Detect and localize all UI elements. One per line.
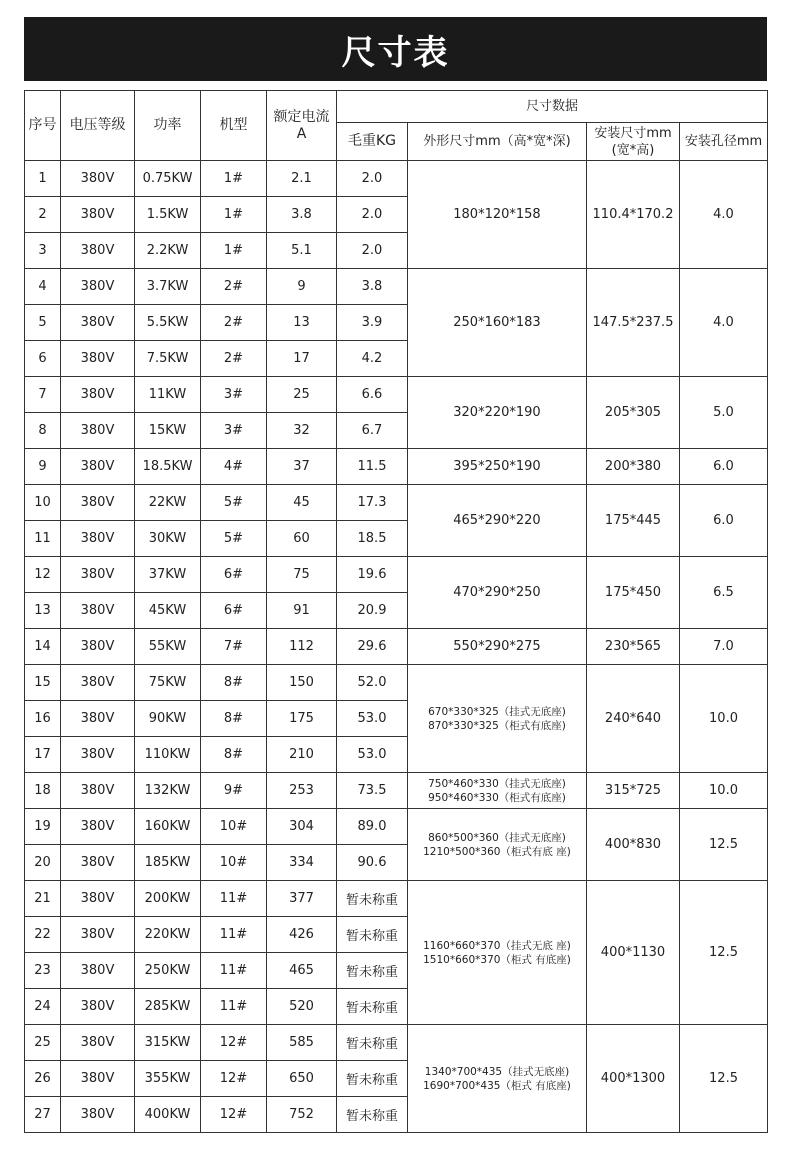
header-mount-unit: (宽*高) <box>611 142 655 158</box>
row-voltage: 380V <box>61 1097 135 1133</box>
row-model: 12# <box>201 1025 267 1061</box>
row-model: 5# <box>201 485 267 521</box>
outer-size-line: 670*330*325（挂式无底座) <box>428 705 566 718</box>
row-index: 8 <box>25 413 61 449</box>
row-power: 132KW <box>135 773 201 809</box>
row-index: 4 <box>25 269 61 305</box>
row-voltage: 380V <box>61 449 135 485</box>
row-voltage: 380V <box>61 557 135 593</box>
row-model: 10# <box>201 809 267 845</box>
row-model: 6# <box>201 593 267 629</box>
row-weight: 29.6 <box>337 629 408 665</box>
mount-hole: 4.0 <box>680 161 768 269</box>
row-weight: 暂未称重 <box>337 1097 408 1133</box>
row-current: 60 <box>267 521 337 557</box>
row-index: 9 <box>25 449 61 485</box>
row-model: 1# <box>201 161 267 197</box>
row-power: 15KW <box>135 413 201 449</box>
row-model: 11# <box>201 953 267 989</box>
row-model: 2# <box>201 305 267 341</box>
mount-size: 147.5*237.5 <box>587 269 680 377</box>
mount-size: 200*380 <box>587 449 680 485</box>
row-index: 14 <box>25 629 61 665</box>
row-index: 16 <box>25 701 61 737</box>
row-model: 4# <box>201 449 267 485</box>
table-row <box>25 161 768 197</box>
row-index: 2 <box>25 197 61 233</box>
row-current: 752 <box>267 1097 337 1133</box>
row-voltage: 380V <box>61 701 135 737</box>
header-model: 机型 <box>201 91 267 161</box>
row-model: 1# <box>201 233 267 269</box>
row-power: 110KW <box>135 737 201 773</box>
mount-hole: 6.5 <box>680 557 768 629</box>
row-voltage: 380V <box>61 413 135 449</box>
row-model: 8# <box>201 737 267 773</box>
header-outer-size: 外形尺寸mm（高*宽*深) <box>408 123 587 161</box>
row-index: 5 <box>25 305 61 341</box>
row-voltage: 380V <box>61 341 135 377</box>
outer-size-line: 950*460*330（柜式有底座) <box>428 791 566 804</box>
outer-size <box>408 485 587 557</box>
row-index: 1 <box>25 161 61 197</box>
outer-size-line: 750*460*330（挂式无底座) <box>428 777 566 790</box>
row-voltage: 380V <box>61 845 135 881</box>
row-index: 27 <box>25 1097 61 1133</box>
mount-size: 175*450 <box>587 557 680 629</box>
row-power: 55KW <box>135 629 201 665</box>
row-index: 20 <box>25 845 61 881</box>
row-power: 2.2KW <box>135 233 201 269</box>
outer-size-line: 250*160*183 <box>453 315 541 330</box>
outer-size <box>408 449 587 485</box>
table-body <box>25 161 768 1133</box>
outer-size-line: 180*120*158 <box>453 207 541 222</box>
header-current <box>267 91 337 161</box>
mount-size: 315*725 <box>587 773 680 809</box>
row-voltage: 380V <box>61 989 135 1025</box>
row-index: 19 <box>25 809 61 845</box>
outer-size-line: 470*290*250 <box>453 585 541 600</box>
row-weight: 6.6 <box>337 377 408 413</box>
row-voltage: 380V <box>61 629 135 665</box>
mount-hole: 6.0 <box>680 485 768 557</box>
outer-size <box>408 161 587 269</box>
mount-size: 110.4*170.2 <box>587 161 680 269</box>
row-power: 185KW <box>135 845 201 881</box>
page-title: 尺寸表 <box>341 32 450 73</box>
row-current: 45 <box>267 485 337 521</box>
outer-size <box>408 773 587 809</box>
outer-size <box>408 557 587 629</box>
outer-size <box>408 1025 587 1133</box>
row-index: 24 <box>25 989 61 1025</box>
row-weight: 11.5 <box>337 449 408 485</box>
row-voltage: 380V <box>61 593 135 629</box>
row-voltage: 380V <box>61 485 135 521</box>
row-current: 334 <box>267 845 337 881</box>
row-model: 5# <box>201 521 267 557</box>
row-current: 13 <box>267 305 337 341</box>
row-current: 175 <box>267 701 337 737</box>
row-power: 45KW <box>135 593 201 629</box>
row-power: 285KW <box>135 989 201 1025</box>
outer-size <box>408 377 587 449</box>
row-weight: 3.9 <box>337 305 408 341</box>
header-power: 功率 <box>135 91 201 161</box>
row-power: 37KW <box>135 557 201 593</box>
header-weight: 毛重KG <box>337 123 408 161</box>
outer-size-line: 1340*700*435（挂式无底座) <box>424 1065 570 1078</box>
row-index: 23 <box>25 953 61 989</box>
row-weight: 暂未称重 <box>337 1025 408 1061</box>
row-model: 1# <box>201 197 267 233</box>
row-index: 18 <box>25 773 61 809</box>
row-voltage: 380V <box>61 881 135 917</box>
row-current: 37 <box>267 449 337 485</box>
outer-size-line: 1160*660*370（挂式无底 座) <box>423 939 571 952</box>
outer-size <box>408 629 587 665</box>
row-weight: 暂未称重 <box>337 1061 408 1097</box>
row-weight: 52.0 <box>337 665 408 701</box>
table-row <box>25 557 768 593</box>
row-power: 7.5KW <box>135 341 201 377</box>
mount-hole: 5.0 <box>680 377 768 449</box>
row-voltage: 380V <box>61 377 135 413</box>
row-current: 9 <box>267 269 337 305</box>
row-weight: 53.0 <box>337 701 408 737</box>
row-index: 3 <box>25 233 61 269</box>
row-power: 250KW <box>135 953 201 989</box>
row-weight: 暂未称重 <box>337 881 408 917</box>
header-voltage: 电压等级 <box>61 91 135 161</box>
row-index: 22 <box>25 917 61 953</box>
row-power: 220KW <box>135 917 201 953</box>
table-row <box>25 881 768 917</box>
row-model: 8# <box>201 665 267 701</box>
row-voltage: 380V <box>61 737 135 773</box>
row-model: 6# <box>201 557 267 593</box>
mount-hole: 12.5 <box>680 881 768 1025</box>
row-weight: 4.2 <box>337 341 408 377</box>
row-model: 7# <box>201 629 267 665</box>
row-voltage: 380V <box>61 161 135 197</box>
row-weight: 73.5 <box>337 773 408 809</box>
row-model: 10# <box>201 845 267 881</box>
header-hole: 安装孔径mm <box>680 123 768 161</box>
row-weight: 17.3 <box>337 485 408 521</box>
row-current: 3.8 <box>267 197 337 233</box>
outer-size-line: 1210*500*360（柜式有底 座) <box>423 845 571 858</box>
row-weight: 2.0 <box>337 233 408 269</box>
row-index: 15 <box>25 665 61 701</box>
mount-size: 400*1130 <box>587 881 680 1025</box>
row-current: 150 <box>267 665 337 701</box>
row-voltage: 380V <box>61 197 135 233</box>
size-table <box>24 90 768 1133</box>
row-weight: 3.8 <box>337 269 408 305</box>
row-voltage: 380V <box>61 773 135 809</box>
outer-size <box>408 665 587 773</box>
row-weight: 89.0 <box>337 809 408 845</box>
row-voltage: 380V <box>61 233 135 269</box>
mount-hole: 7.0 <box>680 629 768 665</box>
row-index: 6 <box>25 341 61 377</box>
row-current: 210 <box>267 737 337 773</box>
outer-size-line: 395*250*190 <box>453 459 541 474</box>
row-power: 400KW <box>135 1097 201 1133</box>
mount-size: 240*640 <box>587 665 680 773</box>
row-current: 253 <box>267 773 337 809</box>
row-voltage: 380V <box>61 305 135 341</box>
row-current: 75 <box>267 557 337 593</box>
mount-hole: 12.5 <box>680 1025 768 1133</box>
row-weight: 暂未称重 <box>337 989 408 1025</box>
mount-hole: 6.0 <box>680 449 768 485</box>
row-power: 1.5KW <box>135 197 201 233</box>
row-index: 11 <box>25 521 61 557</box>
table-row <box>25 1025 768 1061</box>
row-weight: 53.0 <box>337 737 408 773</box>
header-index: 序号 <box>25 91 61 161</box>
row-weight: 2.0 <box>337 161 408 197</box>
outer-size-line: 870*330*325（柜式有底座) <box>428 719 566 732</box>
row-weight: 18.5 <box>337 521 408 557</box>
row-voltage: 380V <box>61 809 135 845</box>
row-current: 2.1 <box>267 161 337 197</box>
row-current: 17 <box>267 341 337 377</box>
row-voltage: 380V <box>61 953 135 989</box>
row-power: 18.5KW <box>135 449 201 485</box>
row-voltage: 380V <box>61 1025 135 1061</box>
row-current: 91 <box>267 593 337 629</box>
row-voltage: 380V <box>61 917 135 953</box>
row-power: 0.75KW <box>135 161 201 197</box>
header-mount-label: 安装尺寸mm <box>594 125 672 141</box>
mount-size: 175*445 <box>587 485 680 557</box>
row-voltage: 380V <box>61 521 135 557</box>
outer-size-line: 465*290*220 <box>453 513 541 528</box>
row-model: 8# <box>201 701 267 737</box>
row-model: 3# <box>201 377 267 413</box>
header-current-unit: A <box>296 125 307 142</box>
mount-hole: 10.0 <box>680 665 768 773</box>
table-row <box>25 773 768 809</box>
row-model: 12# <box>201 1061 267 1097</box>
row-model: 11# <box>201 989 267 1025</box>
row-model: 9# <box>201 773 267 809</box>
row-power: 11KW <box>135 377 201 413</box>
row-index: 12 <box>25 557 61 593</box>
row-current: 520 <box>267 989 337 1025</box>
row-voltage: 380V <box>61 269 135 305</box>
outer-size-line: 320*220*190 <box>453 405 541 420</box>
row-weight: 90.6 <box>337 845 408 881</box>
row-current: 5.1 <box>267 233 337 269</box>
row-current: 377 <box>267 881 337 917</box>
row-current: 304 <box>267 809 337 845</box>
row-weight: 6.7 <box>337 413 408 449</box>
row-power: 355KW <box>135 1061 201 1097</box>
row-model: 3# <box>201 413 267 449</box>
row-power: 315KW <box>135 1025 201 1061</box>
outer-size-line: 1690*700*435（柜式 有底座) <box>423 1079 571 1092</box>
row-index: 10 <box>25 485 61 521</box>
row-index: 7 <box>25 377 61 413</box>
outer-size <box>408 809 587 881</box>
row-power: 75KW <box>135 665 201 701</box>
row-voltage: 380V <box>61 1061 135 1097</box>
mount-size: 400*830 <box>587 809 680 881</box>
row-current: 426 <box>267 917 337 953</box>
row-power: 5.5KW <box>135 305 201 341</box>
table-row <box>25 377 768 413</box>
row-model: 2# <box>201 269 267 305</box>
outer-size-line: 860*500*360（挂式无底座) <box>428 831 566 844</box>
row-power: 90KW <box>135 701 201 737</box>
row-weight: 暂未称重 <box>337 917 408 953</box>
header-mount-size <box>587 123 680 161</box>
table-row <box>25 665 768 701</box>
row-weight: 20.9 <box>337 593 408 629</box>
row-current: 25 <box>267 377 337 413</box>
header-size-data: 尺寸数据 <box>337 91 768 123</box>
row-power: 200KW <box>135 881 201 917</box>
row-current: 112 <box>267 629 337 665</box>
row-index: 13 <box>25 593 61 629</box>
mount-size: 400*1300 <box>587 1025 680 1133</box>
header-current-label: 额定电流 <box>273 108 330 125</box>
row-power: 22KW <box>135 485 201 521</box>
table-row <box>25 449 768 485</box>
row-current: 465 <box>267 953 337 989</box>
row-weight: 19.6 <box>337 557 408 593</box>
outer-size-line: 1510*660*370（柜式 有底座) <box>423 953 571 966</box>
outer-size-line: 550*290*275 <box>453 639 541 654</box>
header-row <box>25 91 768 123</box>
table-row <box>25 485 768 521</box>
row-model: 12# <box>201 1097 267 1133</box>
row-power: 160KW <box>135 809 201 845</box>
row-weight: 暂未称重 <box>337 953 408 989</box>
outer-size <box>408 881 587 1025</box>
row-voltage: 380V <box>61 665 135 701</box>
row-model: 2# <box>201 341 267 377</box>
outer-size <box>408 269 587 377</box>
mount-hole: 10.0 <box>680 773 768 809</box>
mount-hole: 4.0 <box>680 269 768 377</box>
row-model: 11# <box>201 881 267 917</box>
table-row <box>25 809 768 845</box>
row-index: 25 <box>25 1025 61 1061</box>
row-model: 11# <box>201 917 267 953</box>
row-power: 3.7KW <box>135 269 201 305</box>
row-index: 17 <box>25 737 61 773</box>
row-power: 30KW <box>135 521 201 557</box>
table-row <box>25 269 768 305</box>
row-current: 585 <box>267 1025 337 1061</box>
table-row <box>25 629 768 665</box>
mount-size: 230*565 <box>587 629 680 665</box>
row-index: 26 <box>25 1061 61 1097</box>
row-weight: 2.0 <box>337 197 408 233</box>
mount-hole: 12.5 <box>680 809 768 881</box>
row-current: 32 <box>267 413 337 449</box>
title-banner <box>24 17 767 81</box>
row-index: 21 <box>25 881 61 917</box>
mount-size: 205*305 <box>587 377 680 449</box>
row-current: 650 <box>267 1061 337 1097</box>
